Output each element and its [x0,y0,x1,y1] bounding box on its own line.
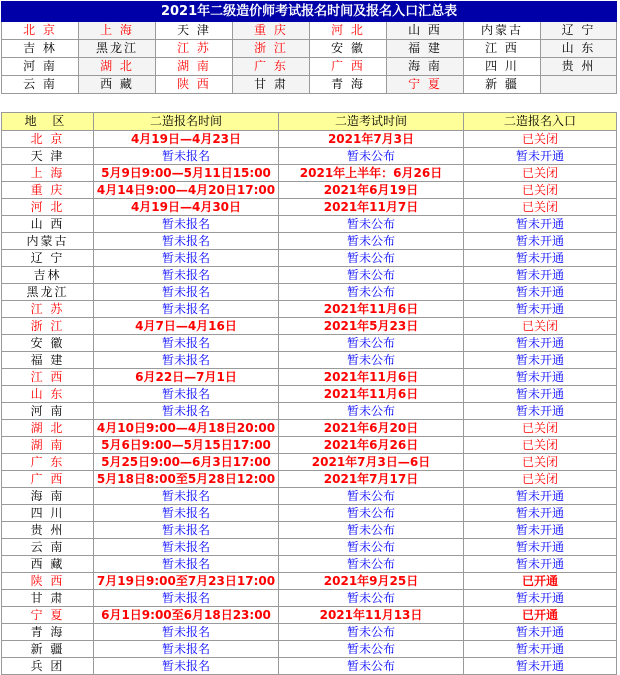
reg-time-cell: 暂未报名 [94,403,279,420]
registration-table [1,112,617,675]
province-row [2,22,617,40]
exam-time-cell: 暂未公布 [279,250,464,267]
region-cell: 浙 江 [2,318,94,335]
entry-link[interactable]: 暂未开通 [464,488,617,505]
table-row [2,505,617,522]
region-cell: 兵 团 [2,658,94,675]
province-link[interactable]: 安 徽 [310,40,387,58]
entry-link[interactable]: 已关闭 [464,437,617,454]
section-gap [1,94,616,112]
table-row [2,556,617,573]
reg-time-cell: 暂未报名 [94,267,279,284]
region-cell: 新 疆 [2,641,94,658]
entry-link[interactable]: 已关闭 [464,165,617,182]
province-link[interactable]: 吉 林 [2,40,79,58]
table-row [2,658,617,675]
entry-link[interactable]: 已关闭 [464,471,617,488]
entry-link[interactable]: 暂未开通 [464,267,617,284]
region-cell: 福 建 [2,352,94,369]
exam-time-cell: 暂未公布 [279,352,464,369]
reg-time-cell: 暂未报名 [94,556,279,573]
table-row [2,539,617,556]
entry-link[interactable]: 暂未开通 [464,556,617,573]
region-cell: 山 西 [2,216,94,233]
region-cell: 内蒙古 [2,233,94,250]
entry-link[interactable]: 已关闭 [464,131,617,148]
entry-link[interactable]: 暂未开通 [464,539,617,556]
exam-time-cell: 2021年11月6日 [279,369,464,386]
entry-link[interactable]: 已关闭 [464,318,617,335]
column-header-reg-time: 二造报名时间 [94,113,279,131]
table-row [2,454,617,471]
exam-time-cell: 2021年6月20日 [279,420,464,437]
province-link[interactable]: 西 藏 [79,76,156,94]
province-row [2,76,617,94]
entry-link[interactable]: 已关闭 [464,454,617,471]
table-row [2,301,617,318]
region-cell: 西 藏 [2,556,94,573]
region-cell: 河 北 [2,199,94,216]
table-row [2,624,617,641]
province-link[interactable]: 北 京 [2,22,79,40]
table-row [2,488,617,505]
region-cell: 北 京 [2,131,94,148]
province-grid [2,22,617,94]
table-row [2,352,617,369]
exam-time-cell: 暂未公布 [279,505,464,522]
reg-time-cell: 暂未报名 [94,590,279,607]
reg-time-cell: 暂未报名 [94,216,279,233]
entry-link[interactable]: 已关闭 [464,420,617,437]
reg-time-cell: 5月9日9:00—5月11日15:00 [94,165,279,182]
exam-time-cell: 暂未公布 [279,233,464,250]
table-header [2,113,617,131]
exam-time-cell: 暂未公布 [279,148,464,165]
region-cell: 广 西 [2,471,94,488]
region-cell: 江 苏 [2,301,94,318]
table-row [2,250,617,267]
province-link[interactable]: 云 南 [2,76,79,94]
region-cell: 广 东 [2,454,94,471]
exam-time-cell: 暂未公布 [279,488,464,505]
province-link[interactable]: 江 西 [464,40,541,58]
province-link[interactable]: 河 南 [2,58,79,76]
reg-time-cell: 暂未报名 [94,301,279,318]
province-link[interactable]: 黑龙江 [79,40,156,58]
entry-link[interactable]: 已开通 [464,607,617,624]
table-row [2,369,617,386]
province-link[interactable]: 湖 南 [156,58,233,76]
exam-time-cell: 暂未公布 [279,658,464,675]
region-cell: 云 南 [2,539,94,556]
table-row [2,131,617,148]
table-row [2,284,617,301]
entry-link[interactable]: 暂未开通 [464,641,617,658]
entry-link[interactable]: 已开通 [464,573,617,590]
region-cell: 河 南 [2,403,94,420]
reg-time-cell: 暂未报名 [94,641,279,658]
province-link[interactable]: 内蒙古 [464,22,541,40]
entry-link[interactable]: 暂未开通 [464,386,617,403]
entry-link[interactable]: 暂未开通 [464,284,617,301]
table-row [2,471,617,488]
table-row [2,233,617,250]
reg-time-cell: 4月10日9:00—4月18日20:00 [94,420,279,437]
table-row [2,148,617,165]
reg-time-cell: 暂未报名 [94,352,279,369]
entry-link[interactable]: 暂未开通 [464,590,617,607]
region-cell: 甘 肃 [2,590,94,607]
entry-link[interactable]: 已关闭 [464,199,617,216]
reg-time-cell: 暂未报名 [94,539,279,556]
title-row [2,2,617,22]
table-row [2,318,617,335]
province-row [2,58,617,76]
region-cell: 上 海 [2,165,94,182]
province-link[interactable]: 新 疆 [464,76,541,94]
entry-link[interactable]: 暂未开通 [464,403,617,420]
exam-time-cell: 2021年11月6日 [279,386,464,403]
reg-time-cell: 暂未报名 [94,505,279,522]
region-cell: 青 海 [2,624,94,641]
region-cell: 海 南 [2,488,94,505]
reg-time-cell: 暂未报名 [94,488,279,505]
province-link[interactable]: 重 庆 [233,22,310,40]
table-row [2,437,617,454]
entry-link[interactable]: 暂未开通 [464,216,617,233]
entry-link[interactable]: 暂未开通 [464,369,617,386]
region-cell: 安 徽 [2,335,94,352]
province-link[interactable]: 山 东 [541,40,617,58]
entry-link[interactable]: 暂未开通 [464,335,617,352]
exam-time-cell: 2021年9月25日 [279,573,464,590]
exam-time-cell: 暂未公布 [279,624,464,641]
exam-time-cell: 2021年5月23日 [279,318,464,335]
province-link[interactable]: 浙 江 [233,40,310,58]
exam-time-cell: 2021年上半年：6月26日 [279,165,464,182]
province-link[interactable]: 辽 宁 [541,22,617,40]
table-row [2,386,617,403]
province-link[interactable]: 陕 西 [156,76,233,94]
province-link[interactable]: 甘 肃 [233,76,310,94]
exam-time-cell: 2021年7月3日—6日 [279,454,464,471]
table-row [2,573,617,590]
table-row [2,199,617,216]
region-cell: 湖 南 [2,437,94,454]
exam-time-cell: 暂未公布 [279,403,464,420]
page-container [1,1,616,675]
exam-time-cell: 2021年7月3日 [279,131,464,148]
province-link[interactable]: 湖 北 [79,58,156,76]
table-row [2,641,617,658]
exam-time-cell: 暂未公布 [279,267,464,284]
province-link[interactable]: 江 苏 [156,40,233,58]
reg-time-cell: 4月7日—4月16日 [94,318,279,335]
reg-time-cell: 暂未报名 [94,250,279,267]
region-cell: 贵 州 [2,522,94,539]
exam-time-cell: 暂未公布 [279,335,464,352]
reg-time-cell: 暂未报名 [94,148,279,165]
region-cell: 黑龙江 [2,284,94,301]
province-link[interactable]: 四 川 [464,58,541,76]
province-link[interactable]: 宁 夏 [387,76,464,94]
reg-time-cell: 6月1日9:00至6月18日23:00 [94,607,279,624]
region-cell: 辽 宁 [2,250,94,267]
reg-time-cell: 4月14日9:00—4月20日17:00 [94,182,279,199]
table-row [2,522,617,539]
table-row [2,216,617,233]
exam-time-cell: 暂未公布 [279,216,464,233]
province-link[interactable]: 广 东 [233,58,310,76]
table-row [2,165,617,182]
table-row [2,182,617,199]
reg-time-cell: 4月19日—4月30日 [94,199,279,216]
region-cell: 四 川 [2,505,94,522]
reg-time-cell: 暂未报名 [94,335,279,352]
reg-time-cell: 暂未报名 [94,386,279,403]
reg-time-cell: 暂未报名 [94,624,279,641]
entry-link[interactable]: 暂未开通 [464,624,617,641]
reg-time-cell: 暂未报名 [94,233,279,250]
province-index-table [1,1,617,94]
table-row [2,420,617,437]
exam-time-cell: 2021年11月13日 [279,607,464,624]
table-row [2,403,617,420]
column-header-region: 地 区 [2,113,94,131]
entry-link[interactable]: 暂未开通 [464,658,617,675]
exam-time-cell: 暂未公布 [279,539,464,556]
province-link[interactable]: 海 南 [387,58,464,76]
region-cell: 陕 西 [2,573,94,590]
entry-link[interactable]: 暂未开通 [464,250,617,267]
reg-time-cell: 暂未报名 [94,284,279,301]
reg-time-cell: 6月22日—7月1日 [94,369,279,386]
exam-time-cell: 暂未公布 [279,641,464,658]
province-link[interactable]: 广 西 [310,58,387,76]
table-row [2,590,617,607]
exam-time-cell: 暂未公布 [279,590,464,607]
reg-time-cell: 暂未报名 [94,522,279,539]
reg-time-cell: 5月25日9:00—6月3日17:00 [94,454,279,471]
column-header-exam-time: 二造考试时间 [279,113,464,131]
exam-time-cell: 暂未公布 [279,522,464,539]
exam-time-cell: 暂未公布 [279,284,464,301]
entry-link[interactable]: 暂未开通 [464,233,617,250]
reg-time-cell: 7月19日9:00至7月23日17:00 [94,573,279,590]
province-link[interactable]: 福 建 [387,40,464,58]
exam-time-cell: 2021年7月17日 [279,471,464,488]
reg-time-cell: 5月6日9:00—5月15日17:00 [94,437,279,454]
reg-time-cell: 4月19日—4月23日 [94,131,279,148]
province-link [541,76,617,94]
region-cell: 宁 夏 [2,607,94,624]
region-cell: 重 庆 [2,182,94,199]
province-link[interactable]: 河 北 [310,22,387,40]
reg-time-cell: 5月18日8:00至5月28日12:00 [94,471,279,488]
province-link[interactable]: 贵 州 [541,58,617,76]
region-cell: 吉林 [2,267,94,284]
exam-time-cell: 2021年6月26日 [279,437,464,454]
province-link[interactable]: 上 海 [79,22,156,40]
registration-rows [2,131,617,675]
region-cell: 湖 北 [2,420,94,437]
page-title: 2021年二级造价师考试报名时间及报名入口汇总表 [2,2,617,22]
entry-link[interactable]: 暂未开通 [464,522,617,539]
exam-time-cell: 2021年11月6日 [279,301,464,318]
table-row [2,267,617,284]
column-header-entry: 二造报名入口 [464,113,617,131]
province-row [2,40,617,58]
reg-time-cell: 暂未报名 [94,658,279,675]
entry-link[interactable]: 暂未开通 [464,505,617,522]
province-link[interactable]: 山 西 [387,22,464,40]
entry-link[interactable]: 暂未开通 [464,301,617,318]
exam-time-cell: 暂未公布 [279,556,464,573]
province-link[interactable]: 青 海 [310,76,387,94]
region-cell: 天 津 [2,148,94,165]
exam-time-cell: 2021年6月19日 [279,182,464,199]
table-row [2,607,617,624]
entry-link[interactable]: 已关闭 [464,182,617,199]
table-row [2,335,617,352]
region-cell: 江 西 [2,369,94,386]
entry-link[interactable]: 暂未开通 [464,148,617,165]
exam-time-cell: 2021年11月7日 [279,199,464,216]
entry-link[interactable]: 暂未开通 [464,352,617,369]
province-link[interactable]: 天 津 [156,22,233,40]
region-cell: 山 东 [2,386,94,403]
